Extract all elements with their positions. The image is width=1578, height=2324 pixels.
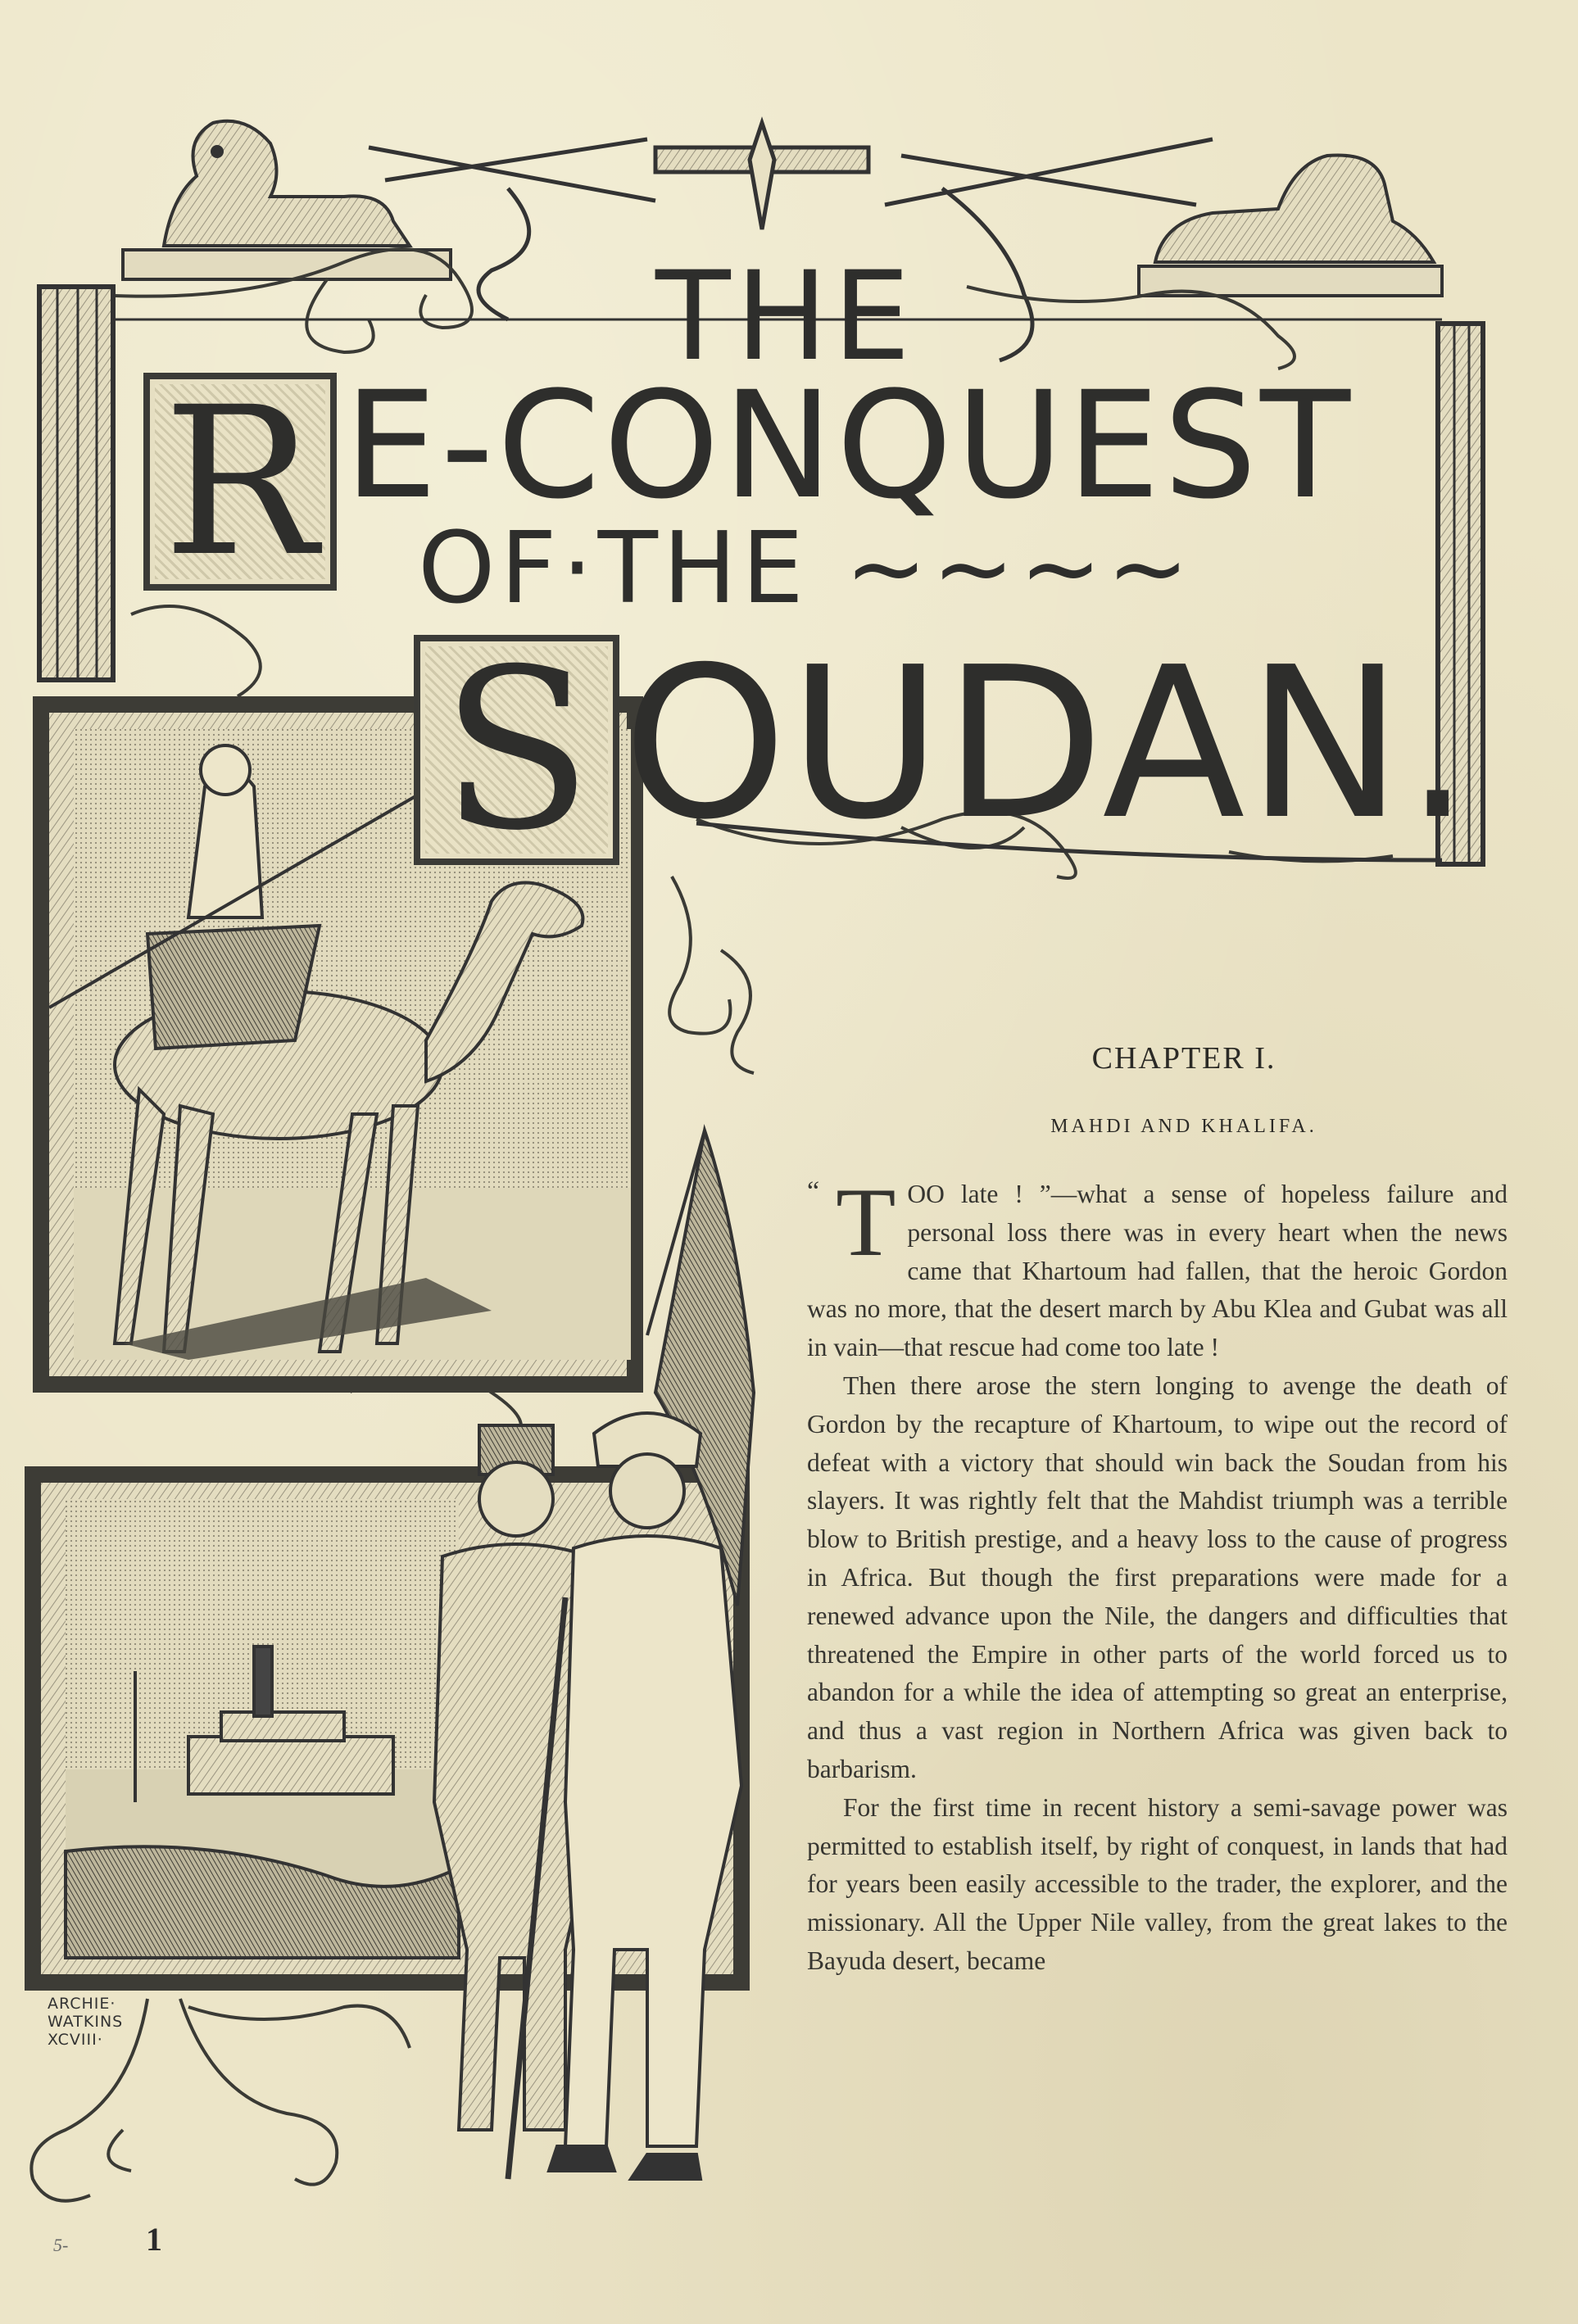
title-soudan: OUDAN. xyxy=(623,623,1473,866)
title-initial-s: S xyxy=(414,635,619,865)
lion-statue-icon xyxy=(123,121,451,279)
paragraph-3: For the first time in recent history a semi-savage power was permitted to establish itself, by right of conquest, in lands that had for years been easily accessible to the trader, the explorer, and the missionary. All the Upper Nile valley, from the great lakes to the Bayuda desert, became xyxy=(807,1792,1508,1975)
page-number: 1 xyxy=(146,2221,162,2258)
paragraph-1 xyxy=(807,1167,1508,1367)
title-initial-r: R xyxy=(143,373,337,591)
sphinx-statue-icon xyxy=(1139,155,1442,296)
title-of-the: OF·THE ~~~~ xyxy=(418,512,1195,626)
opening-quote: “ xyxy=(807,1176,820,1207)
title-reconquest: E-CONQUEST xyxy=(344,360,1354,532)
paragraph-2: Then there arose the stern longing to avenge the death of Gordon by the recapture of Khartoum, to wipe out the record of defeat with a victory that should win back the Soudan from his slayers. It was rightly felt that the Mahdist triumph was a terrible blow to British prestige, and a heavy loss to the cause of progress in Africa. But though the first preparations were made for a renewed advance upon the Nile, the dangers and difficulties that threatened the Empire in other parts of the world forced us to abandon for a while the idea of attempting so great an enterprise, and thus a vast region in Northern Africa was given back to barbarism. xyxy=(807,1370,1508,1783)
paragraph-1-text: OO late ! ”—what a sense of hopeless failure and personal loss there was in every heart when the news came that Khartoum had fallen, that the heroic Gordon was no more, that the desert march by Abu Klea and Gubat was all in vain—that rescue had come too late ! xyxy=(807,1180,1508,1362)
body-text xyxy=(807,1167,1508,1981)
margin-mark: 5- xyxy=(53,2235,69,2255)
chapter-number: CHAPTER I. xyxy=(1091,1041,1276,1076)
chapter-title: MAHDI AND KHALIFA. xyxy=(1050,1116,1317,1137)
artist-signature: ARCHIE· WATKINS XCVIII· xyxy=(48,1995,124,2049)
title-the: THE xyxy=(655,246,916,388)
drop-cap: T xyxy=(836,1167,896,1276)
